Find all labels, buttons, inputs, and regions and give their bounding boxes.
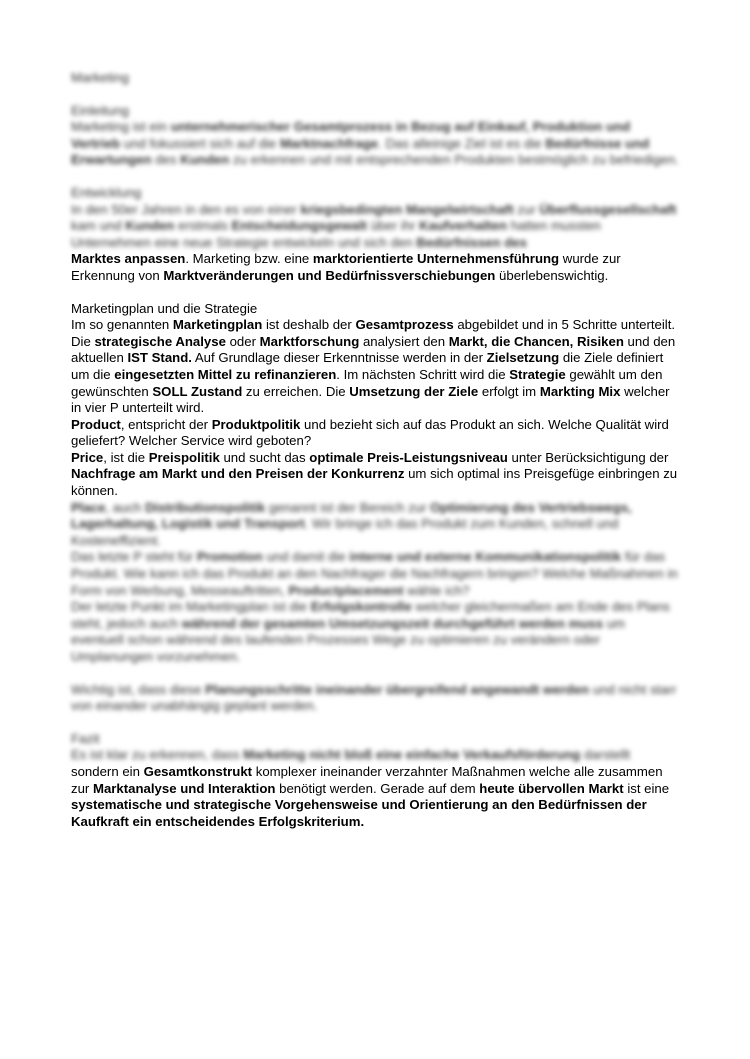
- text-run: Es ist klar zu erkennen, dass: [71, 747, 244, 763]
- text-run: und nicht starr von einander unabhängig geplant werden.: [71, 681, 677, 714]
- blurred-intro: [71, 70, 681, 251]
- bold-text-run: Promotion: [196, 549, 263, 565]
- bold-text-run: Optimierung des Vertriebswegs, Lagerhaltung, Logistik und Transport: [71, 499, 632, 532]
- bold-text-run: Marktveränderungen und Bedürfnissverschiebungen: [163, 267, 496, 283]
- bold-text-run: Price: [71, 449, 104, 465]
- text-run: Im so genannten: [71, 317, 173, 333]
- bold-text-run: während der gesamten Umsetzungszeit durchgeführt werden muss: [181, 615, 604, 631]
- bold-text-run: SOLL Zustand: [152, 383, 243, 399]
- bold-text-run: Marketingplan: [172, 317, 263, 333]
- text-run: In den 50er Jahren in den es von einer: [71, 201, 301, 217]
- intro-paragraph: [71, 119, 681, 169]
- text-run: komplexer ineinander verzahnter Maßnahmen welche alle zusammen zur: [71, 763, 663, 796]
- text-run: ist eine: [623, 780, 670, 796]
- text-run: über ihr: [367, 218, 420, 234]
- document-body: [71, 70, 681, 830]
- bold-text-run: Strategie: [509, 366, 566, 382]
- text-run: wurde zur Erkennung von: [71, 251, 621, 283]
- place-paragraph: [71, 500, 681, 550]
- text-run: wähle ich?: [403, 582, 470, 598]
- blurred-middle: [71, 500, 681, 764]
- text-run: abgebildet und in 5 Schritte unterteilt.: [453, 317, 676, 333]
- text-run: Der letzte Punkt im Marketingplan ist die: [71, 599, 311, 615]
- text-run: des: [151, 152, 181, 168]
- erfolgskontrolle-paragraph: [71, 599, 681, 665]
- marketingplan-steps: [71, 334, 681, 417]
- development-paragraph-blurred: [71, 202, 681, 252]
- bold-text-run: IST Stand.: [127, 350, 192, 366]
- text-run: ist deshalb der: [262, 317, 356, 333]
- text-run: und fokussiert sich auf die: [120, 135, 280, 151]
- bold-text-run: Product: [71, 416, 121, 432]
- text-run: genannt ist der Bereich zur: [265, 499, 431, 515]
- bold-text-run: Umsetzung der Ziele: [349, 383, 479, 399]
- text-run: für das Produkt. Wie kann ich das Produkt an den Nachfrager die Nachfragern bringen? Welche Maßnahmen in Form von Werbung, Messeauftritten,: [71, 549, 678, 598]
- text-run: , entspricht der: [120, 416, 212, 432]
- text-run: welcher in vier P unterteilt wird.: [71, 383, 670, 416]
- text-run: Wichtig ist, dass diese: [71, 681, 206, 697]
- text-run: oder: [225, 333, 260, 349]
- text-run: , ist die: [103, 449, 149, 465]
- bold-text-run: heute übervollen Markt: [479, 780, 624, 796]
- bold-text-run: Planungsschritte ineinander übergreifend angewandt werden: [205, 681, 590, 697]
- text-run: und sucht das: [219, 449, 310, 465]
- text-run: um sich optimal ins Preisgefüge einbringen zu können.: [71, 466, 678, 499]
- text-run: unter Berücksichtigung der: [507, 449, 669, 465]
- bold-text-run: Kunden: [180, 152, 230, 168]
- text-run: Marketing ist ein: [71, 119, 171, 135]
- text-run: kam und: [71, 218, 126, 234]
- bold-text-run: strategische Analyse: [94, 333, 226, 349]
- bold-text-run: Produktpolitik: [211, 416, 301, 432]
- text-run: . Wir bringe ich das Produkt zum Kunden, schnell und Kosteneffizient.: [71, 516, 619, 548]
- bold-text-run: Überflussgesellschaft: [539, 201, 677, 217]
- text-run: zu erkennen und mit entsprechenden Produkten bestmöglich zu befriedigen.: [229, 152, 679, 168]
- bold-text-run: Marktforschung: [259, 333, 360, 349]
- text-run: und den aktuellen: [71, 333, 676, 366]
- bold-text-run: unternehmerischer Gesamtprozess in Bezug auf Einkauf, Produktion und Vertrieb: [71, 119, 631, 151]
- bold-text-run: Gesamtkonstrukt: [143, 763, 253, 779]
- marketingplan-intro: [71, 317, 681, 334]
- bold-text-run: Markt, die Chancen, Risiken: [448, 333, 624, 349]
- text-run: welcher gleichermaßen am Ende des Plans steht, jedoch auch: [71, 599, 670, 631]
- text-run: , auch: [105, 499, 146, 515]
- bold-text-run: Distributionspolitik: [145, 499, 266, 515]
- text-run: und bezieht sich auf das Produkt an sich. Welche Qualität wird geliefert? Welcher Service wird geboten?: [71, 416, 669, 449]
- development-paragraph-visible: [71, 251, 681, 284]
- bold-text-run: Marktes anpassen: [71, 251, 186, 267]
- text-run: hatten mussten Unternehmen eine neue Strategie entwickeln und sich den: [71, 218, 601, 250]
- bold-text-run: interne und externe Kommunikationspolitik: [349, 549, 622, 565]
- intro-heading: Einleitung: [71, 102, 129, 118]
- document-title: Marketing: [71, 70, 129, 85]
- text-run: zur: [513, 201, 540, 217]
- text-run: gewählt um den gewünschten: [71, 366, 663, 399]
- text-run: benötigt werden. Gerade auf dem: [275, 780, 480, 796]
- text-run: und damit die: [262, 549, 350, 565]
- text-run: Die: [71, 333, 95, 349]
- text-run: die Ziele definiert um die: [71, 350, 664, 382]
- text-run: . Im nächsten Schritt wird die: [336, 366, 510, 382]
- text-run: um eventuell schon während des laufenden Prozesses Wege zu optimieren zu verändern oder Umplanungen vorzunehmen.: [71, 615, 626, 664]
- bold-text-run: optimale Preis-Leistungsniveau: [309, 449, 508, 465]
- bold-text-run: Productplacement: [288, 582, 404, 598]
- bold-text-run: Kaufverhalten: [419, 218, 508, 234]
- note-paragraph: [71, 682, 681, 715]
- bold-text-run: Entscheidungsgewalt: [231, 218, 368, 234]
- promotion-paragraph: [71, 549, 681, 599]
- bold-text-run: Erfolgskontrolle: [310, 599, 412, 615]
- text-run: analysiert den: [359, 333, 449, 349]
- bold-text-run: Place: [71, 499, 106, 515]
- bold-text-run: Preispolitik: [148, 449, 220, 465]
- price-paragraph: [71, 450, 681, 500]
- marketingplan-heading: Marketingplan und die Strategie: [71, 300, 258, 316]
- bold-text-run: systematische und strategische Vorgehensweise und Orientierung an den Bedürfnissen der Kaufkraft ein entscheidendes Erfolgskriterium.: [71, 797, 647, 829]
- bold-text-run: eingesetzten Mittel zu refinanzieren: [114, 366, 337, 382]
- bold-text-run: kriegsbedingten Mangelwirtschaft: [300, 201, 514, 217]
- text-run: Das letzte P steht für: [71, 549, 197, 565]
- text-run: Auf Grundlage dieser Erkenntnisse werden in der: [191, 350, 487, 366]
- bold-text-run: Zielsetzung: [486, 350, 560, 366]
- product-paragraph: [71, 417, 681, 450]
- bold-text-run: Kunden: [125, 218, 175, 234]
- text-run: erstmals: [174, 218, 232, 234]
- text-run: überlebenswichtig.: [495, 267, 609, 283]
- conclusion-first-line: [71, 747, 681, 764]
- bold-text-run: Nachfrage am Markt und den Preisen der Konkurrenz: [71, 466, 405, 482]
- text-run: erfolgt im: [478, 383, 540, 399]
- development-heading: Entwicklung: [71, 184, 142, 200]
- bold-text-run: marktorientierte Unternehmensführung: [312, 251, 560, 267]
- bold-text-run: Gesamtprozess: [355, 317, 454, 333]
- text-run: . Marketing bzw. eine: [185, 251, 313, 267]
- bold-text-run: Marktnachfrage: [279, 135, 379, 151]
- text-run: . Das alleinige Ziel ist es die: [378, 135, 546, 151]
- conclusion-heading: Fazit: [71, 730, 100, 746]
- conclusion-paragraph: [71, 764, 681, 830]
- text-run: sondern ein: [71, 763, 144, 779]
- bold-text-run: Marktanalyse und Interaktion: [92, 780, 276, 796]
- bold-text-run: Bedürfnissen des: [416, 234, 527, 250]
- text-run: zu erreichen. Die: [242, 383, 350, 399]
- text-run: darstellt: [580, 747, 631, 763]
- bold-text-run: Marketing nicht bloß eine einfache Verkaufsförderung: [243, 747, 581, 763]
- bold-text-run: Markting Mix: [539, 383, 621, 399]
- bold-text-run: Bedürfnisse und Erwartungen: [71, 135, 650, 168]
